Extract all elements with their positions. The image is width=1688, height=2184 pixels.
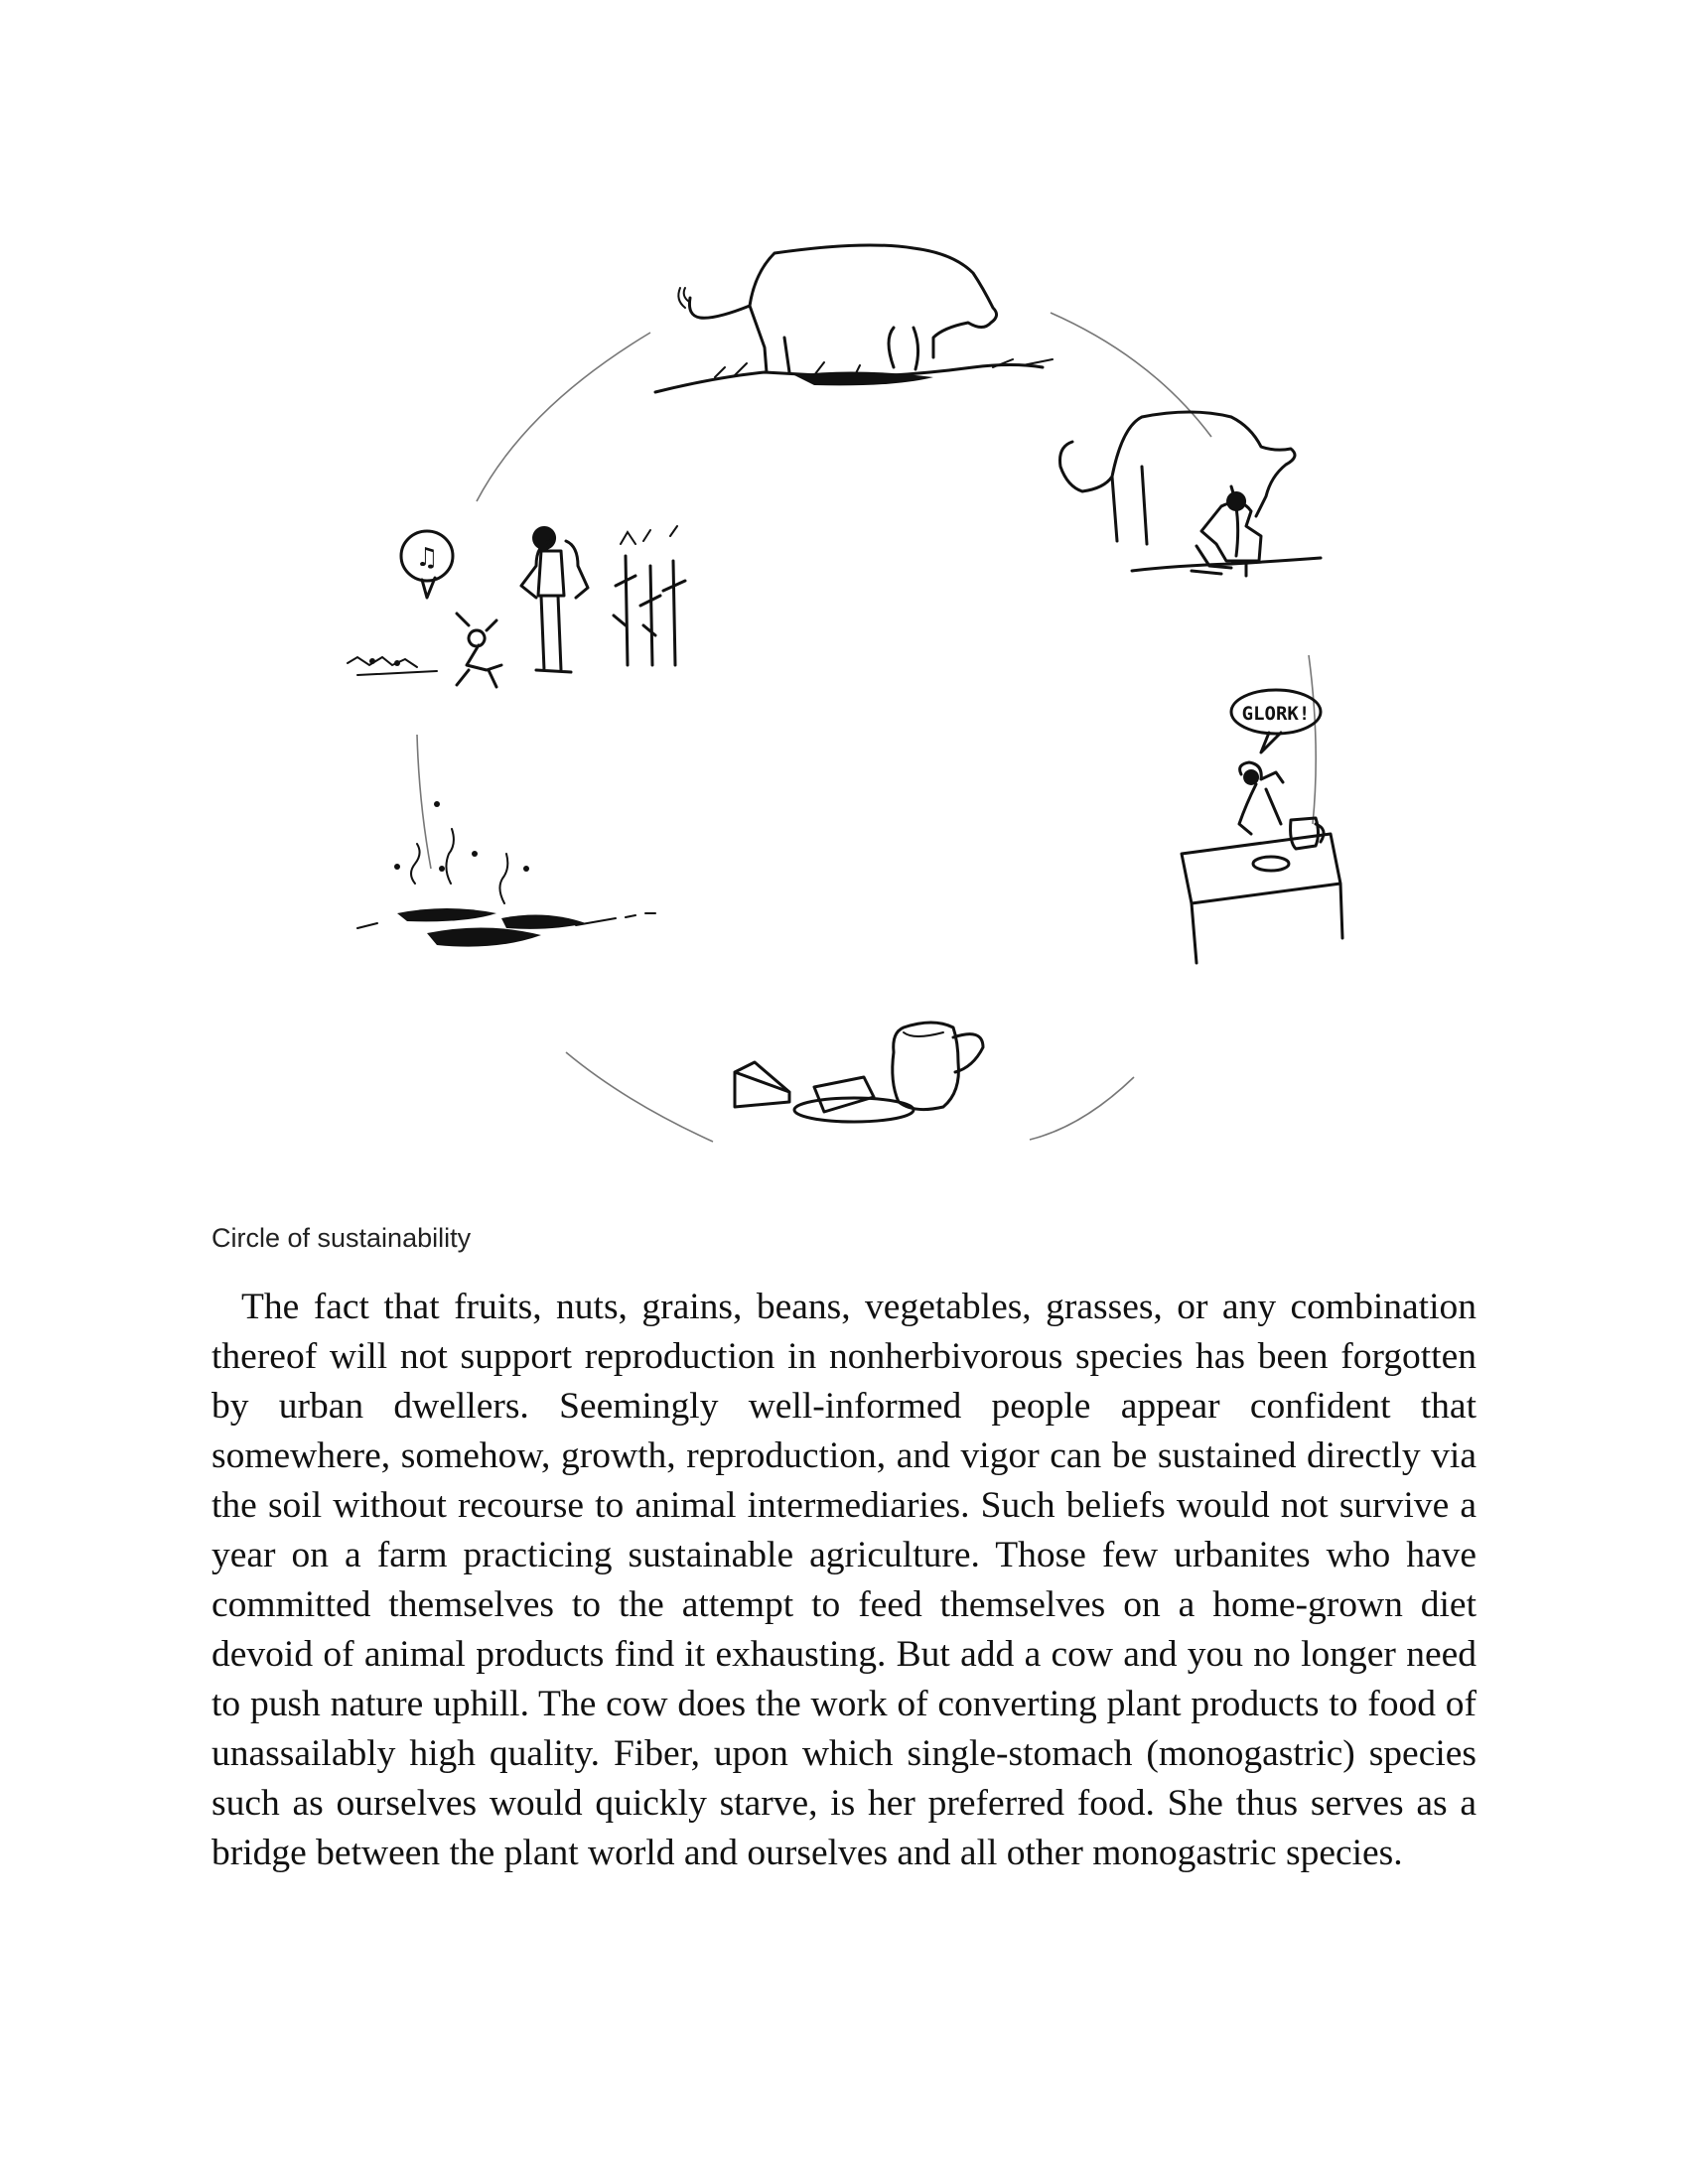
body-paragraph: The fact that fruits, nuts, grains, beans, vegetables, grasses, or any combination thereof will not support reproduction in nonherbivorous species has been forgotten by urban dwellers. Seemingly well-informed people appear confident that somewhere, somehow, growth, reproduction, and vigor can be sustained directly via the soil without recourse to animal intermediaries. Such beliefs would not survive a year on a farm practicing sustainable agriculture. Those few urbanites who have committed themselves to the attempt to feed themselves on a home-grown diet devoid of animal products find it exhausting. But add a cow and you no longer need to push nature uphill. The cow does the work of converting plant products to food of unassailably high quality. Fiber, upon which single-stomach (monogastric) species such as ourselves would quickly starve, is her preferred food. She thus serves as a bridge between the plant world and ourselves and all other monogastric species. [211,1287,1477,1873]
drinking-person-at-table-drawing [1182,690,1342,963]
arc-right [1309,655,1316,824]
soil-compost-drawing [357,801,655,947]
glork-text: GLORK! [1241,703,1311,725]
circle-of-sustainability-illustration [298,228,1390,1221]
cycle-arcs [417,313,1316,1142]
milking-cow-drawing [1060,412,1322,576]
music-note-text: ♫ [415,543,439,573]
arc-top-left [477,333,650,501]
figure-caption: Circle of sustainability [211,1223,472,1253]
family-garden-drawing [348,526,685,687]
arc-bottom-left [566,1052,713,1142]
grazing-cow-drawing [655,245,1053,392]
arc-top-right [1051,313,1211,437]
arc-bottom-right [1030,1077,1134,1140]
cheese-butter-milk-drawing [735,1023,983,1122]
